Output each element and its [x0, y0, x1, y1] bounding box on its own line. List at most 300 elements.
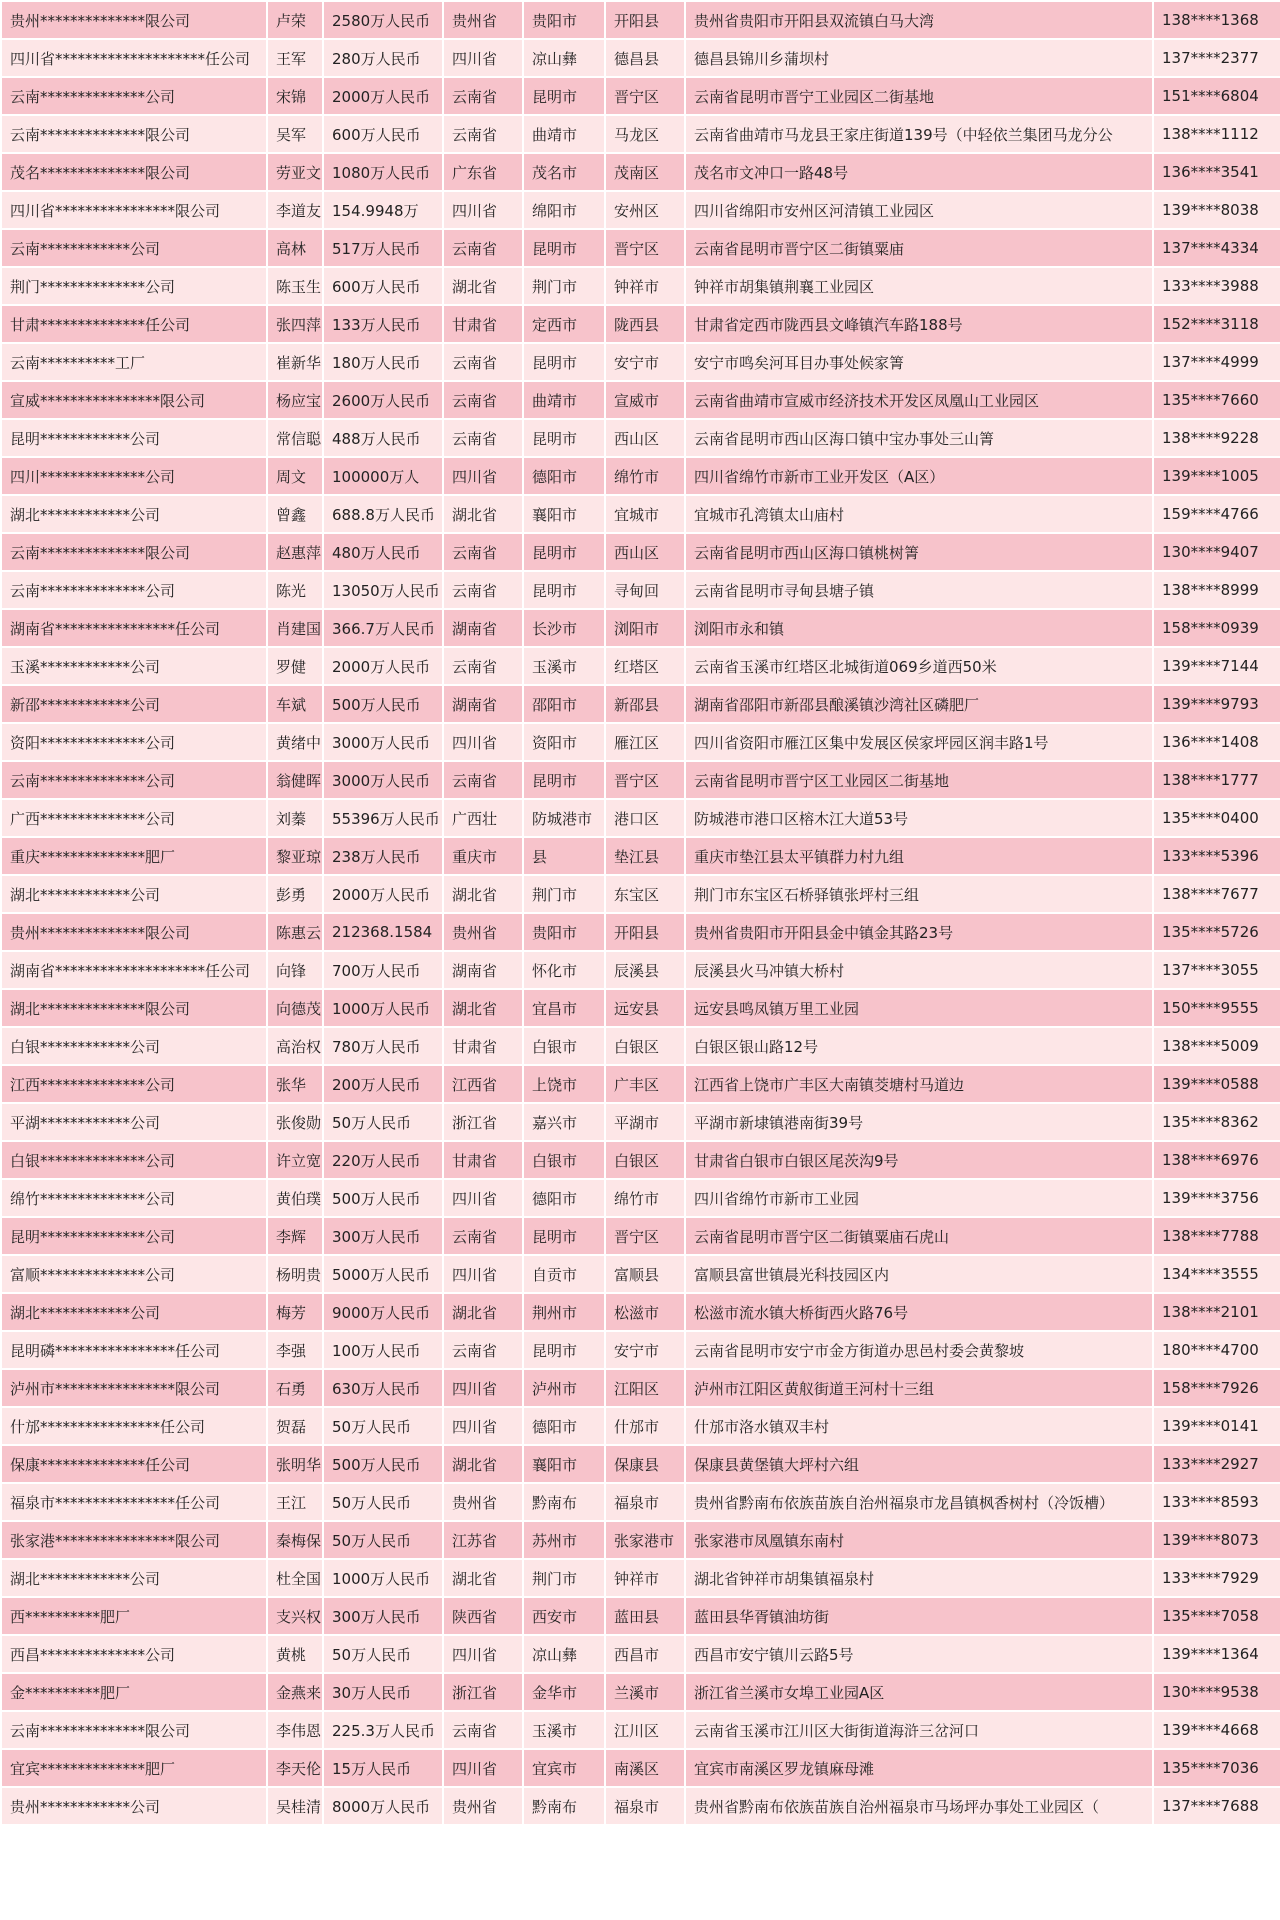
company-name-cell: 四川**************公司: [1, 457, 267, 495]
address-cell: 云南省昆明市西山区海口镇桃树箐: [685, 533, 1153, 571]
phone-cell: 133****8593: [1153, 1483, 1280, 1521]
legal-rep-cell: 杜全国: [267, 1559, 323, 1597]
registered-capital-cell: 3000万人民币: [323, 723, 443, 761]
district-cell: 松滋市: [605, 1293, 685, 1331]
registered-capital-cell: 220万人民币: [323, 1141, 443, 1179]
address-cell: 四川省资阳市雁江区集中发展区侯家坪园区润丰路1号: [685, 723, 1153, 761]
city-cell: 宜昌市: [523, 989, 605, 1027]
registered-capital-cell: 1080万人民币: [323, 153, 443, 191]
phone-cell: 138****5009: [1153, 1027, 1280, 1065]
registered-capital-cell: 50万人民币: [323, 1521, 443, 1559]
table-row: [1, 153, 1280, 191]
city-cell: 防城港市: [523, 799, 605, 837]
district-cell: 江川区: [605, 1711, 685, 1749]
legal-rep-cell: 张俊勋: [267, 1103, 323, 1141]
address-cell: 重庆市垫江县太平镇群力村九组: [685, 837, 1153, 875]
legal-rep-cell: 张华: [267, 1065, 323, 1103]
address-cell: 荆门市东宝区石桥驿镇张坪村三组: [685, 875, 1153, 913]
legal-rep-cell: 吴桂清: [267, 1787, 323, 1825]
legal-rep-cell: 车斌: [267, 685, 323, 723]
address-cell: 蓝田县华胥镇油坊街: [685, 1597, 1153, 1635]
registered-capital-cell: 2000万人民币: [323, 647, 443, 685]
district-cell: 德昌县: [605, 39, 685, 77]
registered-capital-cell: 600万人民币: [323, 115, 443, 153]
table-row: [1, 305, 1280, 343]
table-row: [1, 77, 1280, 115]
province-cell: 湖南省: [443, 609, 523, 647]
phone-cell: 139****8073: [1153, 1521, 1280, 1559]
province-cell: 贵州省: [443, 1787, 523, 1825]
province-cell: 江西省: [443, 1065, 523, 1103]
legal-rep-cell: 宋锦: [267, 77, 323, 115]
phone-cell: 135****5726: [1153, 913, 1280, 951]
phone-cell: 139****9793: [1153, 685, 1280, 723]
province-cell: 湖北省: [443, 495, 523, 533]
table-row: [1, 1255, 1280, 1293]
address-cell: 四川省绵阳市安州区河清镇工业园区: [685, 191, 1153, 229]
company-name-cell: 湖北************公司: [1, 1293, 267, 1331]
legal-rep-cell: 肖建国: [267, 609, 323, 647]
district-cell: 白银区: [605, 1027, 685, 1065]
province-cell: 湖北省: [443, 1293, 523, 1331]
district-cell: 绵竹市: [605, 457, 685, 495]
registered-capital-cell: 212368.1584: [323, 913, 443, 951]
company-name-cell: 新邵************公司: [1, 685, 267, 723]
district-cell: 晋宁区: [605, 761, 685, 799]
address-cell: 贵州省贵阳市开阳县金中镇金其路23号: [685, 913, 1153, 951]
district-cell: 西昌市: [605, 1635, 685, 1673]
province-cell: 云南省: [443, 381, 523, 419]
city-cell: 凉山彝: [523, 39, 605, 77]
address-cell: 云南省昆明市寻甸县塘子镇: [685, 571, 1153, 609]
table-row: [1, 1787, 1280, 1825]
province-cell: 湖北省: [443, 875, 523, 913]
address-cell: 云南省昆明市安宁市金方街道办思邑村委会黄黎坡: [685, 1331, 1153, 1369]
address-cell: 四川省绵竹市新市工业开发区（A区）: [685, 457, 1153, 495]
company-name-cell: 甘肃**************任公司: [1, 305, 267, 343]
registered-capital-cell: 2580万人民币: [323, 1, 443, 39]
district-cell: 绵竹市: [605, 1179, 685, 1217]
address-cell: 西昌市安宁镇川云路5号: [685, 1635, 1153, 1673]
district-cell: 平湖市: [605, 1103, 685, 1141]
city-cell: 荆门市: [523, 875, 605, 913]
registered-capital-cell: 366.7万人民币: [323, 609, 443, 647]
company-name-cell: 重庆**************肥厂: [1, 837, 267, 875]
district-cell: 新邵县: [605, 685, 685, 723]
legal-rep-cell: 陈光: [267, 571, 323, 609]
address-cell: 云南省玉溪市江川区大街街道海浒三岔河口: [685, 1711, 1153, 1749]
table-row: [1, 685, 1280, 723]
registered-capital-cell: 600万人民币: [323, 267, 443, 305]
city-cell: 荆门市: [523, 1559, 605, 1597]
table-row: [1, 951, 1280, 989]
city-cell: 资阳市: [523, 723, 605, 761]
address-cell: 远安县鸣凤镇万里工业园: [685, 989, 1153, 1027]
district-cell: 西山区: [605, 419, 685, 457]
district-cell: 东宝区: [605, 875, 685, 913]
province-cell: 广西壮: [443, 799, 523, 837]
address-cell: 湖南省邵阳市新邵县酿溪镇沙湾社区磷肥厂: [685, 685, 1153, 723]
table-row: [1, 1217, 1280, 1255]
district-cell: 广丰区: [605, 1065, 685, 1103]
table-row: [1, 571, 1280, 609]
registered-capital-cell: 9000万人民币: [323, 1293, 443, 1331]
province-cell: 四川省: [443, 723, 523, 761]
company-name-cell: 茂名**************限公司: [1, 153, 267, 191]
company-name-cell: 贵州************公司: [1, 1787, 267, 1825]
city-cell: 长沙市: [523, 609, 605, 647]
company-name-cell: 白银************公司: [1, 1027, 267, 1065]
table-row: [1, 419, 1280, 457]
company-name-cell: 湖北************公司: [1, 495, 267, 533]
phone-cell: 139****1364: [1153, 1635, 1280, 1673]
city-cell: 荆州市: [523, 1293, 605, 1331]
address-cell: 贵州省黔南布依族苗族自治州福泉市龙昌镇枫香树村（冷饭槽）: [685, 1483, 1153, 1521]
registered-capital-cell: 5000万人民币: [323, 1255, 443, 1293]
registered-capital-cell: 2000万人民币: [323, 875, 443, 913]
phone-cell: 135****7036: [1153, 1749, 1280, 1787]
table-row: [1, 1331, 1280, 1369]
registered-capital-cell: 50万人民币: [323, 1407, 443, 1445]
city-cell: 贵阳市: [523, 913, 605, 951]
address-cell: 宜城市孔湾镇太山庙村: [685, 495, 1153, 533]
phone-cell: 135****7058: [1153, 1597, 1280, 1635]
company-name-cell: 张家港****************限公司: [1, 1521, 267, 1559]
company-name-cell: 西昌**************公司: [1, 1635, 267, 1673]
legal-rep-cell: 刘蓁: [267, 799, 323, 837]
city-cell: 泸州市: [523, 1369, 605, 1407]
legal-rep-cell: 王军: [267, 39, 323, 77]
address-cell: 茂名市文冲口一路48号: [685, 153, 1153, 191]
district-cell: 兰溪市: [605, 1673, 685, 1711]
city-cell: 县: [523, 837, 605, 875]
legal-rep-cell: 李道友: [267, 191, 323, 229]
district-cell: 安宁市: [605, 343, 685, 381]
province-cell: 重庆市: [443, 837, 523, 875]
registered-capital-cell: 200万人民币: [323, 1065, 443, 1103]
table-row: [1, 1407, 1280, 1445]
province-cell: 甘肃省: [443, 305, 523, 343]
company-name-cell: 云南**************限公司: [1, 1711, 267, 1749]
table-row: [1, 1179, 1280, 1217]
table-row: [1, 343, 1280, 381]
table-row: [1, 1445, 1280, 1483]
phone-cell: 135****8362: [1153, 1103, 1280, 1141]
address-cell: 钟祥市胡集镇荆襄工业园区: [685, 267, 1153, 305]
city-cell: 曲靖市: [523, 381, 605, 419]
table-row: [1, 1, 1280, 39]
province-cell: 云南省: [443, 647, 523, 685]
company-name-cell: 湖北************公司: [1, 875, 267, 913]
table-row: [1, 1597, 1280, 1635]
city-cell: 玉溪市: [523, 647, 605, 685]
registered-capital-cell: 50万人民币: [323, 1103, 443, 1141]
legal-rep-cell: 秦梅保: [267, 1521, 323, 1559]
city-cell: 黔南布: [523, 1787, 605, 1825]
phone-cell: 138****8999: [1153, 571, 1280, 609]
phone-cell: 135****0400: [1153, 799, 1280, 837]
phone-cell: 139****7144: [1153, 647, 1280, 685]
province-cell: 贵州省: [443, 1, 523, 39]
registered-capital-cell: 300万人民币: [323, 1217, 443, 1255]
district-cell: 白银区: [605, 1141, 685, 1179]
city-cell: 上饶市: [523, 1065, 605, 1103]
address-cell: 张家港市凤凰镇东南村: [685, 1521, 1153, 1559]
city-cell: 昆明市: [523, 533, 605, 571]
province-cell: 甘肃省: [443, 1141, 523, 1179]
registered-capital-cell: 154.9948万: [323, 191, 443, 229]
city-cell: 宜宾市: [523, 1749, 605, 1787]
district-cell: 宣威市: [605, 381, 685, 419]
province-cell: 云南省: [443, 1331, 523, 1369]
registered-capital-cell: 1000万人民币: [323, 989, 443, 1027]
address-cell: 甘肃省白银市白银区尾茨沟9号: [685, 1141, 1153, 1179]
city-cell: 白银市: [523, 1027, 605, 1065]
registered-capital-cell: 8000万人民币: [323, 1787, 443, 1825]
table-row: [1, 913, 1280, 951]
phone-cell: 137****4334: [1153, 229, 1280, 267]
province-cell: 云南省: [443, 343, 523, 381]
district-cell: 晋宁区: [605, 1217, 685, 1255]
district-cell: 陇西县: [605, 305, 685, 343]
company-name-cell: 白银**************公司: [1, 1141, 267, 1179]
phone-cell: 137****2377: [1153, 39, 1280, 77]
district-cell: 寻甸回: [605, 571, 685, 609]
company-name-cell: 宣威****************限公司: [1, 381, 267, 419]
phone-cell: 136****1408: [1153, 723, 1280, 761]
table-row: [1, 267, 1280, 305]
table-row: [1, 609, 1280, 647]
district-cell: 红塔区: [605, 647, 685, 685]
province-cell: 陕西省: [443, 1597, 523, 1635]
table-row: [1, 495, 1280, 533]
address-cell: 松滋市流水镇大桥街西火路76号: [685, 1293, 1153, 1331]
registered-capital-cell: 180万人民币: [323, 343, 443, 381]
city-cell: 邵阳市: [523, 685, 605, 723]
province-cell: 四川省: [443, 1369, 523, 1407]
phone-cell: 180****4700: [1153, 1331, 1280, 1369]
phone-cell: 152****3118: [1153, 305, 1280, 343]
legal-rep-cell: 卢荣: [267, 1, 323, 39]
company-name-cell: 绵竹**************公司: [1, 1179, 267, 1217]
province-cell: 湖北省: [443, 989, 523, 1027]
city-cell: 怀化市: [523, 951, 605, 989]
legal-rep-cell: 高林: [267, 229, 323, 267]
legal-rep-cell: 张四萍: [267, 305, 323, 343]
legal-rep-cell: 常信聪: [267, 419, 323, 457]
district-cell: 什邡市: [605, 1407, 685, 1445]
table-row: [1, 1065, 1280, 1103]
registered-capital-cell: 30万人民币: [323, 1673, 443, 1711]
city-cell: 绵阳市: [523, 191, 605, 229]
legal-rep-cell: 周文: [267, 457, 323, 495]
city-cell: 苏州市: [523, 1521, 605, 1559]
legal-rep-cell: 向锋: [267, 951, 323, 989]
address-cell: 云南省昆明市晋宁区二街镇粟庙石虎山: [685, 1217, 1153, 1255]
phone-cell: 139****1005: [1153, 457, 1280, 495]
address-cell: 云南省曲靖市宣威市经济技术开发区凤凰山工业园区: [685, 381, 1153, 419]
registered-capital-cell: 238万人民币: [323, 837, 443, 875]
province-cell: 湖南省: [443, 951, 523, 989]
table-body: [1, 1, 1280, 1825]
company-name-cell: 平湖************公司: [1, 1103, 267, 1141]
phone-cell: 137****7688: [1153, 1787, 1280, 1825]
city-cell: 襄阳市: [523, 1445, 605, 1483]
province-cell: 四川省: [443, 1179, 523, 1217]
phone-cell: 138****6976: [1153, 1141, 1280, 1179]
company-name-cell: 湖北**************限公司: [1, 989, 267, 1027]
company-name-cell: 云南**************公司: [1, 571, 267, 609]
phone-cell: 133****5396: [1153, 837, 1280, 875]
table-row: [1, 1103, 1280, 1141]
address-cell: 富顺县富世镇晨光科技园区内: [685, 1255, 1153, 1293]
district-cell: 钟祥市: [605, 1559, 685, 1597]
table-row: [1, 647, 1280, 685]
province-cell: 云南省: [443, 571, 523, 609]
table-row: [1, 837, 1280, 875]
province-cell: 江苏省: [443, 1521, 523, 1559]
legal-rep-cell: 黎亚琼: [267, 837, 323, 875]
address-cell: 湖北省钟祥市胡集镇福泉村: [685, 1559, 1153, 1597]
city-cell: 昆明市: [523, 343, 605, 381]
city-cell: 昆明市: [523, 761, 605, 799]
phone-cell: 134****3555: [1153, 1255, 1280, 1293]
legal-rep-cell: 崔新华: [267, 343, 323, 381]
registered-capital-cell: 500万人民币: [323, 1179, 443, 1217]
province-cell: 甘肃省: [443, 1027, 523, 1065]
table-row: [1, 457, 1280, 495]
phone-cell: 137****3055: [1153, 951, 1280, 989]
district-cell: 福泉市: [605, 1483, 685, 1521]
legal-rep-cell: 梅芳: [267, 1293, 323, 1331]
district-cell: 垫江县: [605, 837, 685, 875]
company-name-cell: 湖南省********************任公司: [1, 951, 267, 989]
company-name-cell: 湖南省****************任公司: [1, 609, 267, 647]
company-name-cell: 金**********肥厂: [1, 1673, 267, 1711]
table-row: [1, 191, 1280, 229]
registered-capital-cell: 2000万人民币: [323, 77, 443, 115]
company-name-cell: 云南**************公司: [1, 77, 267, 115]
company-name-cell: 四川省********************任公司: [1, 39, 267, 77]
province-cell: 浙江省: [443, 1673, 523, 1711]
company-name-cell: 云南**********工厂: [1, 343, 267, 381]
registered-capital-cell: 500万人民币: [323, 685, 443, 723]
address-cell: 防城港市港口区榕木江大道53号: [685, 799, 1153, 837]
city-cell: 黔南布: [523, 1483, 605, 1521]
table-row: [1, 1141, 1280, 1179]
phone-cell: 138****7788: [1153, 1217, 1280, 1255]
district-cell: 西山区: [605, 533, 685, 571]
address-cell: 辰溪县火马冲镇大桥村: [685, 951, 1153, 989]
address-cell: 贵州省黔南布依族苗族自治州福泉市马场坪办事处工业园区（: [685, 1787, 1153, 1825]
registered-capital-cell: 280万人民币: [323, 39, 443, 77]
district-cell: 开阳县: [605, 913, 685, 951]
registered-capital-cell: 780万人民币: [323, 1027, 443, 1065]
table-row: [1, 1749, 1280, 1787]
phone-cell: 138****9228: [1153, 419, 1280, 457]
table-row: [1, 989, 1280, 1027]
legal-rep-cell: 高治权: [267, 1027, 323, 1065]
table-row: [1, 723, 1280, 761]
city-cell: 嘉兴市: [523, 1103, 605, 1141]
legal-rep-cell: 李天伦: [267, 1749, 323, 1787]
city-cell: 茂名市: [523, 153, 605, 191]
district-cell: 钟祥市: [605, 267, 685, 305]
phone-cell: 133****2927: [1153, 1445, 1280, 1483]
legal-rep-cell: 陈惠云: [267, 913, 323, 951]
company-name-cell: 富顺**************公司: [1, 1255, 267, 1293]
registered-capital-cell: 700万人民币: [323, 951, 443, 989]
city-cell: 白银市: [523, 1141, 605, 1179]
province-cell: 云南省: [443, 419, 523, 457]
company-name-cell: 广西**************公司: [1, 799, 267, 837]
district-cell: 茂南区: [605, 153, 685, 191]
city-cell: 曲靖市: [523, 115, 605, 153]
company-name-cell: 云南************公司: [1, 229, 267, 267]
address-cell: 泸州市江阳区黄舣街道王河村十三组: [685, 1369, 1153, 1407]
registered-capital-cell: 50万人民币: [323, 1483, 443, 1521]
legal-rep-cell: 李伟恩: [267, 1711, 323, 1749]
legal-rep-cell: 黄绪中: [267, 723, 323, 761]
province-cell: 四川省: [443, 1255, 523, 1293]
phone-cell: 135****7660: [1153, 381, 1280, 419]
city-cell: 昆明市: [523, 1217, 605, 1255]
address-cell: 云南省昆明市晋宁工业园区二街基地: [685, 77, 1153, 115]
district-cell: 富顺县: [605, 1255, 685, 1293]
province-cell: 浙江省: [443, 1103, 523, 1141]
legal-rep-cell: 彭勇: [267, 875, 323, 913]
address-cell: 什邡市洛水镇双丰村: [685, 1407, 1153, 1445]
legal-rep-cell: 李辉: [267, 1217, 323, 1255]
address-cell: 保康县黄堡镇大坪村六组: [685, 1445, 1153, 1483]
phone-cell: 133****7929: [1153, 1559, 1280, 1597]
province-cell: 贵州省: [443, 913, 523, 951]
phone-cell: 159****4766: [1153, 495, 1280, 533]
district-cell: 港口区: [605, 799, 685, 837]
phone-cell: 139****0588: [1153, 1065, 1280, 1103]
company-name-cell: 湖北************公司: [1, 1559, 267, 1597]
table-row: [1, 1369, 1280, 1407]
phone-cell: 130****9538: [1153, 1673, 1280, 1711]
province-cell: 云南省: [443, 77, 523, 115]
province-cell: 云南省: [443, 229, 523, 267]
district-cell: 晋宁区: [605, 229, 685, 267]
registered-capital-cell: 1000万人民币: [323, 1559, 443, 1597]
registered-capital-cell: 50万人民币: [323, 1635, 443, 1673]
legal-rep-cell: 罗健: [267, 647, 323, 685]
company-name-cell: 昆明************公司: [1, 419, 267, 457]
legal-rep-cell: 赵惠萍: [267, 533, 323, 571]
registered-capital-cell: 500万人民币: [323, 1445, 443, 1483]
city-cell: 襄阳市: [523, 495, 605, 533]
legal-rep-cell: 黄桃: [267, 1635, 323, 1673]
district-cell: 宜城市: [605, 495, 685, 533]
company-name-cell: 贵州**************限公司: [1, 1, 267, 39]
phone-cell: 136****3541: [1153, 153, 1280, 191]
registered-capital-cell: 688.8万人民币: [323, 495, 443, 533]
company-name-cell: 云南**************限公司: [1, 533, 267, 571]
legal-rep-cell: 吴军: [267, 115, 323, 153]
phone-cell: 138****1368: [1153, 1, 1280, 39]
company-name-cell: 昆明磷****************任公司: [1, 1331, 267, 1369]
address-cell: 云南省玉溪市红塔区北城街道069乡道西50米: [685, 647, 1153, 685]
table-row: [1, 229, 1280, 267]
phone-cell: 133****3988: [1153, 267, 1280, 305]
company-name-cell: 保康**************任公司: [1, 1445, 267, 1483]
registered-capital-cell: 488万人民币: [323, 419, 443, 457]
province-cell: 云南省: [443, 115, 523, 153]
company-name-cell: 云南**************公司: [1, 761, 267, 799]
